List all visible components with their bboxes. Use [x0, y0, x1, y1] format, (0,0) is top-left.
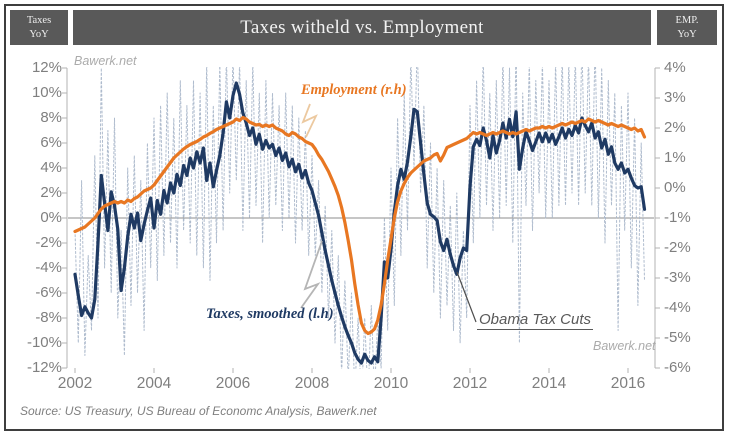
y-right-tick-1: 1%: [664, 149, 686, 166]
x-tick-2014: 2014: [531, 375, 567, 392]
y-left-tick--12: -12%: [26, 359, 62, 376]
y-right-tick--3: -3%: [664, 269, 691, 286]
right-axis: [655, 68, 660, 368]
x-axis-ticks: [75, 368, 628, 373]
employment-line: [75, 118, 645, 334]
x-tick-2002: 2002: [57, 375, 93, 392]
y-right-tick--5: -5%: [664, 329, 691, 346]
left-axis-title-line1: Taxes: [26, 14, 52, 26]
y-left-tick--8: -8%: [35, 309, 62, 326]
right-axis-title-line2: YoY: [677, 28, 697, 40]
y-right-tick-4: 4%: [664, 59, 686, 76]
taxes-lightning-leader: [301, 241, 322, 308]
chart-title: Taxes witheld vs. Employment: [240, 16, 484, 38]
x-tick-2008: 2008: [294, 375, 330, 392]
y-right-tick-2: 2%: [664, 119, 686, 136]
y-right-tick--6: -6%: [664, 359, 691, 376]
y-left-tick--10: -10%: [26, 334, 62, 351]
left-axis-title-line2: YoY: [29, 28, 49, 40]
y-right-tick-0: 0%: [664, 179, 686, 196]
right-axis-title-line1: EMP.: [675, 14, 699, 26]
y-left-tick--6: -6%: [35, 284, 62, 301]
x-tick-2012: 2012: [452, 375, 488, 392]
y-left-tick--2: -2%: [35, 234, 62, 251]
y-left-tick-2: 2%: [40, 184, 62, 201]
y-right-tick--1: -1%: [664, 209, 691, 226]
y-right-tick--2: -2%: [664, 239, 691, 256]
y-left-tick-10: 10%: [31, 84, 62, 101]
watermark-bottom-right: Bawerk.net: [593, 339, 656, 353]
watermark-top-left: Bawerk.net: [74, 54, 137, 68]
y-right-tick--4: -4%: [664, 299, 691, 316]
y-left-tick-12: 12%: [31, 59, 62, 76]
employment-series-label: Employment (r.h): [301, 82, 407, 98]
y-left-tick--4: -4%: [35, 259, 62, 276]
y-right-tick-3: 3%: [664, 89, 686, 106]
left-axis: [62, 68, 67, 368]
x-tick-2006: 2006: [215, 375, 251, 392]
x-tick-2004: 2004: [136, 375, 172, 392]
y-left-tick-0: 0%: [40, 209, 62, 226]
taxes-series-label: Taxes, smoothed (l.h): [206, 306, 334, 322]
y-left-tick-8: 8%: [40, 109, 62, 126]
x-tick-2010: 2010: [373, 375, 409, 392]
y-left-tick-4: 4%: [40, 159, 62, 176]
x-tick-2016: 2016: [610, 375, 646, 392]
source-note: Source: US Treasury, US Bureau of Economc Analysis, Bawerk.net: [20, 404, 377, 418]
obama-tax-cuts-annotation: Obama Tax Cuts: [479, 311, 591, 328]
y-left-tick-6: 6%: [40, 134, 62, 151]
